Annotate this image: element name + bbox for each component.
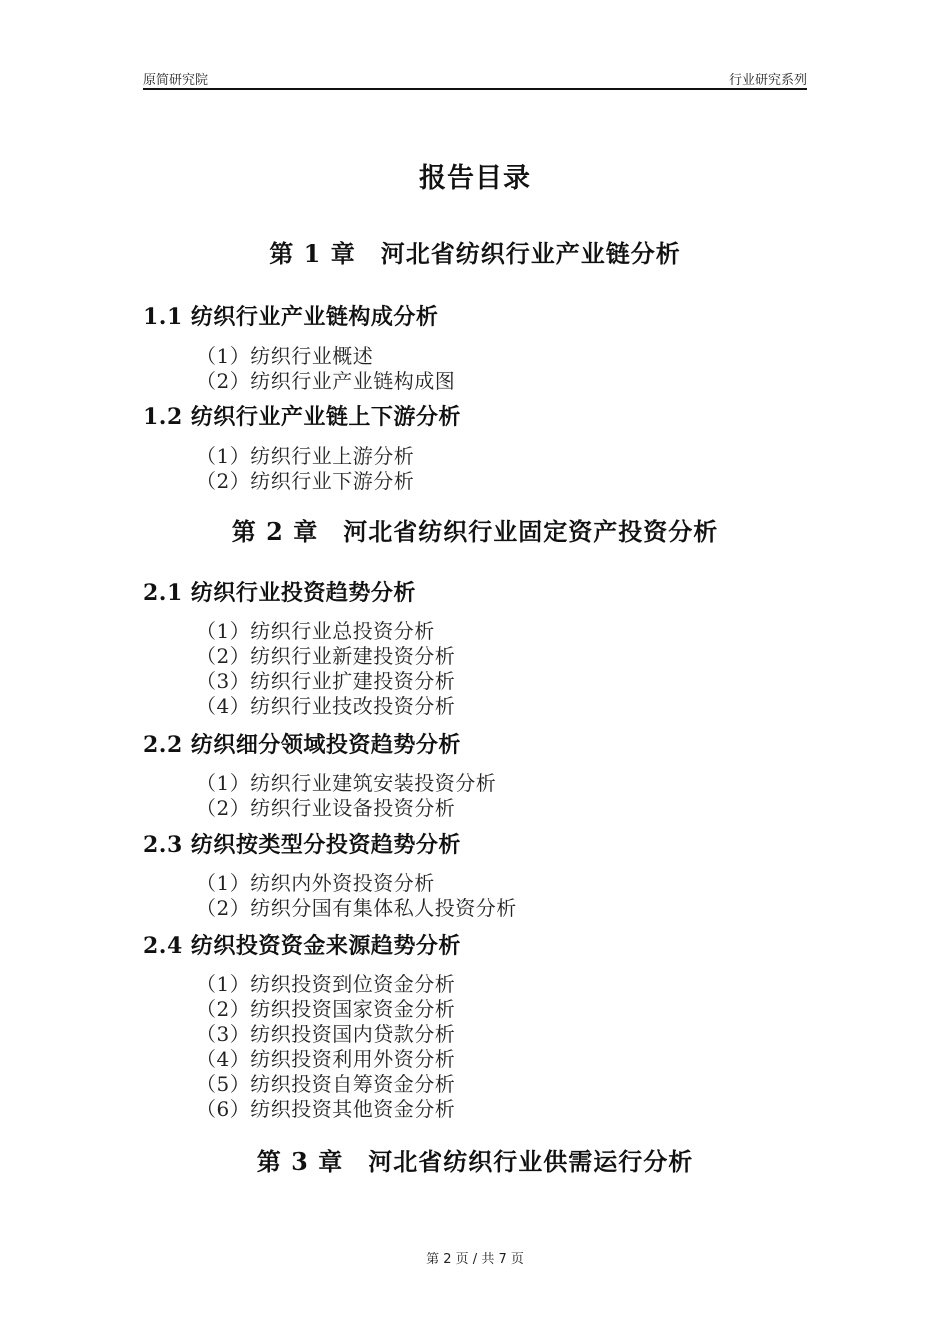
section-2-4-heading: 2.4 纺织投资资金来源趋势分析: [143, 933, 461, 959]
header-publisher: 原简研究院: [143, 73, 209, 88]
toc-item: （1）纺织行业概述: [196, 344, 374, 368]
toc-item: （1）纺织内外资投资分析: [196, 871, 435, 895]
chapter-3-heading: 第 3 章 河北省纺织行业供需运行分析: [256, 1147, 694, 1176]
chapter-1-heading: 第 1 章 河北省纺织行业产业链分析: [269, 239, 681, 268]
toc-item: （5）纺织投资自筹资金分析: [196, 1072, 456, 1096]
toc-item: （1）纺织行业建筑安装投资分析: [196, 771, 497, 795]
section-2-1-heading: 2.1 纺织行业投资趋势分析: [143, 580, 416, 606]
section-1-2-heading: 1.2 纺织行业产业链上下游分析: [143, 404, 461, 430]
toc-item: （1）纺织行业总投资分析: [196, 619, 435, 643]
toc-item: （3）纺织投资国内贷款分析: [196, 1022, 456, 1046]
toc-item: （2）纺织分国有集体私人投资分析: [196, 896, 517, 920]
section-2-3-heading: 2.3 纺织按类型分投资趋势分析: [143, 832, 461, 858]
header-series: 行业研究系列: [728, 73, 807, 88]
toc-item: （2）纺织行业下游分析: [196, 469, 415, 493]
page-header: [143, 68, 807, 90]
section-1-1-heading: 1.1 纺织行业产业链构成分析: [143, 304, 439, 330]
toc-item: （2）纺织行业设备投资分析: [196, 796, 456, 820]
toc-item: （2）纺织行业新建投资分析: [196, 644, 456, 668]
page-number: 第 2 页 / 共 7 页: [426, 1252, 524, 1267]
section-2-2-heading: 2.2 纺织细分领域投资趋势分析: [143, 732, 461, 758]
toc-item: （6）纺织投资其他资金分析: [196, 1097, 456, 1121]
chapter-2-heading: 第 2 章 河北省纺织行业固定资产投资分析: [231, 517, 719, 546]
page-title: 报告目录: [419, 163, 531, 194]
toc-item: （4）纺织投资利用外资分析: [196, 1047, 456, 1071]
toc-item: （1）纺织投资到位资金分析: [196, 972, 456, 996]
toc-item: （4）纺织行业技改投资分析: [196, 694, 456, 718]
toc-item: （1）纺织行业上游分析: [196, 444, 415, 468]
toc-item: （2）纺织行业产业链构成图: [196, 369, 456, 393]
toc-item: （2）纺织投资国家资金分析: [196, 997, 456, 1021]
toc-item: （3）纺织行业扩建投资分析: [196, 669, 456, 693]
